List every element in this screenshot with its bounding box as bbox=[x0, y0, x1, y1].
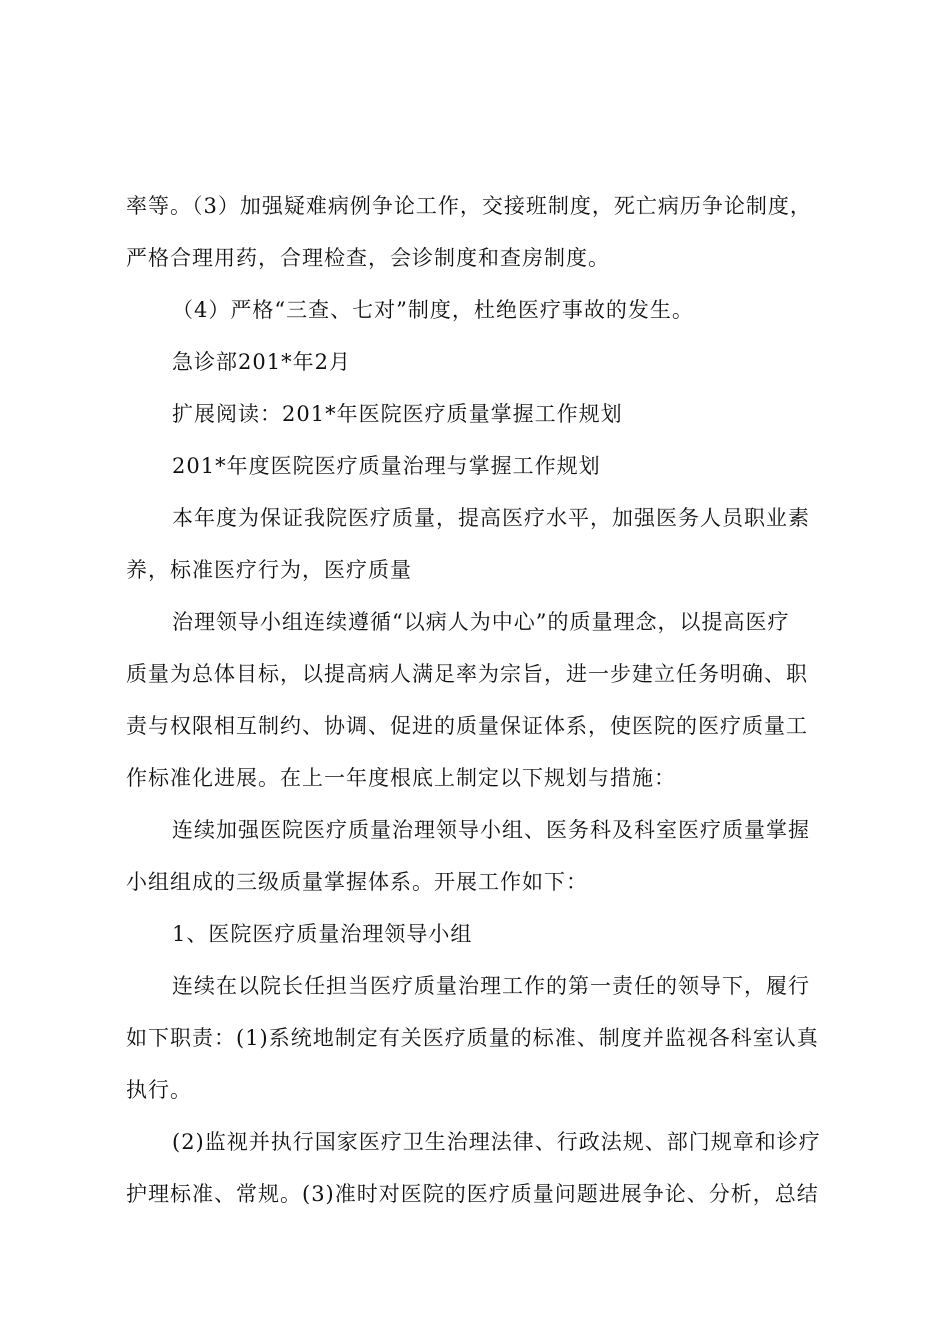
document-line-4: 急诊部201*年2月 bbox=[172, 350, 351, 374]
document-line-8: 养，标准医疗行为，医疗质量 bbox=[126, 558, 412, 582]
document-line-6: 201*年度医院医疗质量治理与掌握工作规划 bbox=[172, 454, 601, 478]
document-line-7: 本年度为保证我院医疗质量，提高医疗水平，加强医务人员职业素 bbox=[172, 506, 810, 530]
document-line-12: 作标准化进展。在上一年度根底上制定以下规划与措施： bbox=[126, 766, 676, 790]
document-line-20: 护理标准、常规。(3)准时对医院的医疗质量问题进展争论、分析，总结 bbox=[126, 1182, 819, 1206]
document-line-1: 率等。（3）加强疑难病例争论工作，交接班制度，死亡病历争论制度， bbox=[126, 194, 812, 218]
document-line-10: 质量为总体目标，以提高病人满足率为宗旨，进一步建立任务明确、职 bbox=[126, 662, 808, 686]
document-line-17: 如下职责：(1)系统地制定有关医疗质量的标准、制度并监视各科室认真 bbox=[126, 1026, 819, 1050]
document-line-5: 扩展阅读：201*年医院医疗质量掌握工作规划 bbox=[172, 402, 623, 426]
document-line-19: (2)监视并执行国家医疗卫生治理法律、行政法规、部门规章和诊疗 bbox=[172, 1130, 821, 1154]
document-line-16: 连续在以院长任担当医疗质量治理工作的第一责任的领导下，履行 bbox=[172, 974, 810, 998]
document-line-18: 执行。 bbox=[126, 1078, 192, 1102]
document-line-11: 责与权限相互制约、协调、促进的质量保证体系，使医院的医疗质量工 bbox=[126, 714, 808, 738]
document-line-13: 连续加强医院医疗质量治理领导小组、医务科及科室医疗质量掌握 bbox=[172, 818, 810, 842]
document-line-14: 小组组成的三级质量掌握体系。开展工作如下： bbox=[126, 870, 588, 894]
document-line-2: 严格合理用药，合理检查，会诊制度和查房制度。 bbox=[126, 246, 610, 270]
document-line-3: （4）严格“三查、七对”制度，杜绝医疗事故的发生。 bbox=[172, 298, 694, 322]
document-line-9: 治理领导小组连续遵循“以病人为中心”的质量理念，以提高医疗 bbox=[172, 610, 790, 634]
document-body bbox=[126, 180, 830, 1220]
document-line-15: 1、医院医疗质量治理领导小组 bbox=[172, 922, 473, 946]
